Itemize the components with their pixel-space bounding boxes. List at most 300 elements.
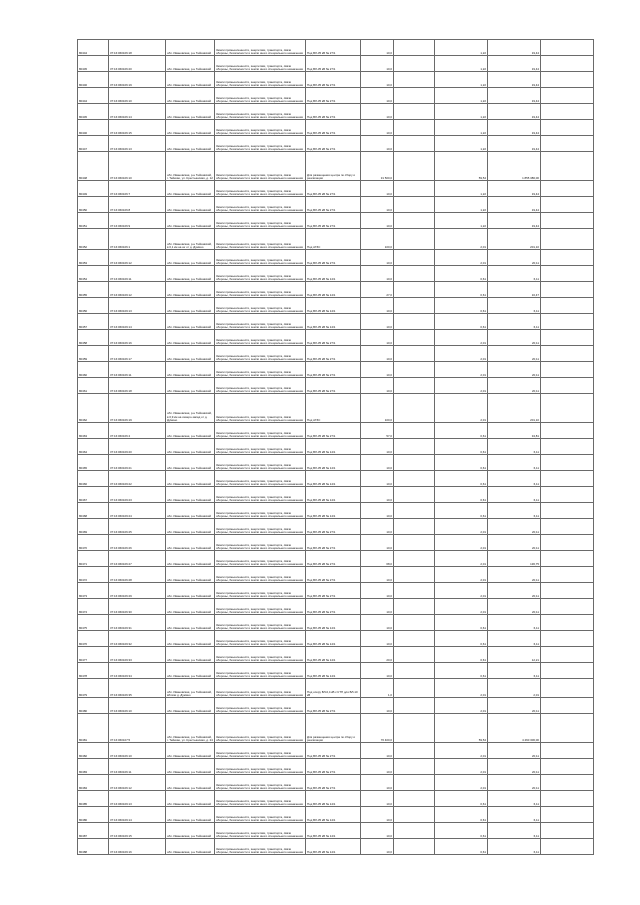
cadastral-number-cell: 37:16:060109:22 [109, 471, 166, 487]
permitted-use-cell: Под ВЛ-35 кВ № 27/1 [306, 197, 361, 213]
area-cell: 1,0 [361, 679, 394, 698]
address-cell: обл. Ивановская, р-н Тейковский [166, 282, 215, 298]
cadastral-number-cell: 37:16:060109:21 [109, 455, 166, 471]
land-category-cell: Земли промышленности, энергетики, транспорта, связи обороны, безопасности и земли иного специального назначения [215, 72, 306, 88]
empty-cell [541, 72, 594, 88]
table-row [78, 567, 594, 583]
empty-cell [394, 120, 435, 136]
row-id-cell: 80466 [78, 471, 109, 487]
land-category-cell: Земли промышленности, энергетики, транспорта, связи обороны, безопасности и земли иного специального назначения [215, 583, 306, 599]
permitted-use-cell: Под опору ВЛ-0,4 кВ с КТП для ВЛ-10 кВ [306, 679, 361, 698]
cadastral-number-cell: 37:16:060109:11 [109, 266, 166, 282]
row-id-cell: 80465 [78, 455, 109, 471]
row-id-cell: 80477 [78, 647, 109, 663]
empty-cell [394, 839, 435, 855]
row-id-cell: 80485 [78, 791, 109, 807]
empty-cell [394, 567, 435, 583]
cadastral-value-cell: 20,11 [488, 378, 541, 394]
land-category-cell: Земли промышленности, энергетики, транспорта, связи обороны, безопасности и земли иного специального назначения [215, 104, 306, 120]
address-cell: обл. Ивановская, р-н Тейковский [166, 330, 215, 346]
row-id-cell: 80457 [78, 314, 109, 330]
permitted-use-cell: Под ВЛ-35 кВ № 27/1 [306, 423, 361, 439]
land-category-cell: Земли промышленности, энергетики, транспорта, связи обороны, безопасности и земли иного специального назначения [215, 631, 306, 647]
empty-cell [541, 471, 594, 487]
rate-cell: 1,22 [435, 72, 488, 88]
table-row [78, 775, 594, 791]
row-id-cell: 80462 [78, 394, 109, 423]
cadastral-value-cell: 19,44 [488, 120, 541, 136]
permitted-use-cell: Под ВЛ-35 кВ № 27/1 [306, 599, 361, 615]
row-id-cell: 80482 [78, 743, 109, 759]
rate-cell: 2,01 [435, 362, 488, 378]
table-row [78, 330, 594, 346]
cadastral-number-cell: 37:16:060106:11 [109, 362, 166, 378]
empty-cell [394, 503, 435, 519]
row-id-cell: 80468 [78, 503, 109, 519]
table-row [78, 282, 594, 298]
address-cell: обл. Ивановская, р-н Тейковский [166, 471, 215, 487]
land-category-cell: Земли промышленности, энергетики, транспорта, связи обороны, безопасности и земли иного специального назначения [215, 823, 306, 839]
cadastral-number-cell: 37:16:060106:14 [109, 104, 166, 120]
land-category-cell: Земли промышленности, энергетики, транспорта, связи обороны, безопасности и земли иного специального назначения [215, 647, 306, 663]
row-id-cell: 80488 [78, 839, 109, 855]
row-id-cell: 80446 [78, 72, 109, 88]
empty-cell [394, 791, 435, 807]
table-row [78, 791, 594, 807]
cadastral-value-cell: 16,47 [488, 282, 541, 298]
area-cell: 10,0 [361, 213, 394, 229]
table-row [78, 88, 594, 104]
empty-cell [541, 759, 594, 775]
land-category-cell: Земли промышленности, энергетики, транспорта, связи обороны, безопасности и земли иного специального назначения [215, 698, 306, 714]
rate-cell: 0,61 [435, 439, 488, 455]
cadastral-value-cell: 20,11 [488, 330, 541, 346]
address-cell: обл. Ивановская, р-н Тейковский [166, 807, 215, 823]
rate-cell: 2,01 [435, 394, 488, 423]
land-category-cell: Земли промышленности, энергетики, транспорта, связи обороны, безопасности и земли иного специального назначения [215, 455, 306, 471]
area-cell: 10,0 [361, 40, 394, 56]
table-row [78, 213, 594, 229]
rate-cell: 2,01 [435, 599, 488, 615]
empty-cell [541, 583, 594, 599]
rate-cell: 1,22 [435, 104, 488, 120]
rate-cell: 2,01 [435, 535, 488, 551]
cadastral-number-cell: 37:16:060109:15 [109, 823, 166, 839]
row-id-cell: 80487 [78, 823, 109, 839]
land-category-cell: Земли промышленности, энергетики, транспорта, связи обороны, безопасности и земли иного специального назначения [215, 314, 306, 330]
rate-cell: 59,54 [435, 152, 488, 181]
address-cell: обл. Ивановская, р-н Тейковский [166, 663, 215, 679]
cadastral-number-cell: 37:16:060109:33 [109, 647, 166, 663]
cadastral-value-cell: 6,11 [488, 615, 541, 631]
cadastral-number-cell: 37:16:060107:5 [109, 714, 166, 743]
rate-cell: 1,22 [435, 197, 488, 213]
empty-cell [541, 120, 594, 136]
permitted-use-cell: Под ВЛ-35 кВ № 27/1 [306, 535, 361, 551]
cadastral-number-cell: 37:16:060106:7 [109, 181, 166, 197]
land-category-cell: Земли промышленности, энергетики, транспорта, связи обороны, безопасности и земли иного специального назначения [215, 775, 306, 791]
land-category-cell: Земли промышленности, энергетики, транспорта, связи обороны, безопасности и земли иного специального назначения [215, 551, 306, 567]
address-cell: обл. Ивановская, р-н Тейковский [166, 551, 215, 567]
land-category-cell: Земли промышленности, энергетики, транспорта, связи обороны, безопасности и земли иного специального назначения [215, 714, 306, 743]
land-category-cell: Земли промышленности, энергетики, транспорта, связи обороны, безопасности и земли иного специального назначения [215, 298, 306, 314]
empty-cell [394, 152, 435, 181]
permitted-use-cell: Под ВЛ-35 кВ № 27/1 [306, 104, 361, 120]
rate-cell: 2,01 [435, 378, 488, 394]
empty-cell [541, 136, 594, 152]
area-cell: 10,0 [361, 250, 394, 266]
rate-cell: 0,61 [435, 423, 488, 439]
land-category-cell: Земли промышленности, энергетики, транспорта, связи обороны, безопасности и земли иного специального назначения [215, 362, 306, 378]
empty-cell [394, 423, 435, 439]
cadastral-number-cell: 37:16:060106:30 [109, 599, 166, 615]
empty-cell [541, 487, 594, 503]
land-category-cell: Земли промышленности, энергетики, транспорта, связи обороны, безопасности и земли иного специального назначения [215, 807, 306, 823]
cadastral-number-cell: 37:16:060106:29 [109, 583, 166, 599]
empty-cell [394, 487, 435, 503]
cadastral-value-cell: 34,81 [488, 423, 541, 439]
area-cell: 20,0 [361, 647, 394, 663]
empty-cell [394, 282, 435, 298]
rate-cell: 2,01 [435, 519, 488, 535]
empty-cell [541, 839, 594, 855]
permitted-use-cell: Под ВЛ-35 кВ № 14/1 [306, 266, 361, 282]
empty-cell [541, 314, 594, 330]
empty-cell [394, 72, 435, 88]
cadastral-value-cell: 6,11 [488, 791, 541, 807]
area-cell: 10,0 [361, 346, 394, 362]
row-id-cell: 80464 [78, 439, 109, 455]
empty-cell [541, 519, 594, 535]
table-row [78, 839, 594, 855]
row-id-cell: 80450 [78, 197, 109, 213]
area-cell: 27,0 [361, 282, 394, 298]
land-category-cell: Земли промышленности, энергетики, транспорта, связи обороны, безопасности и земли иного специального назначения [215, 346, 306, 362]
cadastral-value-cell: 6,11 [488, 471, 541, 487]
register-sheet [77, 39, 563, 892]
cadastral-number-cell: 37:16:060106:8 [109, 197, 166, 213]
empty-cell [394, 615, 435, 631]
land-category-cell: Земли промышленности, энергетики, транспорта, связи обороны, безопасности и земли иного специального назначения [215, 266, 306, 282]
cadastral-number-cell: 37:16:060109:12 [109, 282, 166, 298]
rate-cell: 1,22 [435, 40, 488, 56]
empty-cell [394, 136, 435, 152]
empty-cell [541, 631, 594, 647]
table-row [78, 250, 594, 266]
address-cell: обл. Ивановская, р-н Тейковский [166, 378, 215, 394]
permitted-use-cell: Под ВЛ-35 кВ № 27/1 [306, 378, 361, 394]
table-row [78, 40, 594, 56]
empty-cell [541, 181, 594, 197]
area-cell: 10,0 [361, 72, 394, 88]
address-cell: обл. Ивановская, р-н Тейковский [166, 136, 215, 152]
address-cell: обл. Ивановская, р-н Тейковский [166, 266, 215, 282]
land-category-cell: Земли промышленности, энергетики, транспорта, связи обороны, безопасности и земли иного специального назначения [215, 663, 306, 679]
area-cell: 100,0 [361, 229, 394, 250]
address-cell: обл. Ивановская, р-н Тейковский [166, 250, 215, 266]
empty-cell [394, 197, 435, 213]
empty-cell [394, 759, 435, 775]
row-id-cell: 80453 [78, 250, 109, 266]
empty-cell [394, 378, 435, 394]
empty-cell [394, 394, 435, 423]
table-row [78, 615, 594, 631]
row-id-cell: 80475 [78, 615, 109, 631]
empty-cell [394, 698, 435, 714]
cadastral-number-cell: 37:16:060106:18 [109, 378, 166, 394]
address-cell: обл. Ивановская, р-н Тейковский [166, 791, 215, 807]
empty-cell [394, 330, 435, 346]
area-cell: 10,0 [361, 823, 394, 839]
area-cell: 10,0 [361, 487, 394, 503]
address-cell: обл. Ивановская, р-н Тейковский, в 0,1 км на юг от д. Думино [166, 229, 215, 250]
permitted-use-cell: Под ВЛ-35 кВ № 27/1 [306, 72, 361, 88]
area-cell: 31 500,0 [361, 152, 394, 181]
cadastral-number-cell: 37:16:060106:10 [109, 743, 166, 759]
empty-cell [541, 362, 594, 378]
permitted-use-cell: Под ВЛ-35 кВ № 27/1 [306, 330, 361, 346]
empty-cell [541, 213, 594, 229]
table-row [78, 394, 594, 423]
permitted-use-cell: Под ВЛ-35 кВ № 27/1 [306, 551, 361, 567]
cadastral-number-cell: 37:16:060109:16 [109, 839, 166, 855]
address-cell: обл. Ивановская, р-н Тейковский [166, 298, 215, 314]
area-cell: 76 400,0 [361, 714, 394, 743]
area-cell: 10,0 [361, 503, 394, 519]
cadastral-value-cell: 136,75 [488, 551, 541, 567]
empty-cell [541, 250, 594, 266]
cadastral-value-cell: 20,11 [488, 535, 541, 551]
permitted-use-cell: Под ВЛ-35 кВ № 14/1 [306, 615, 361, 631]
rate-cell: 2,01 [435, 775, 488, 791]
land-category-cell: Земли промышленности, энергетики, транспорта, связи обороны, безопасности и земли иного специального назначения [215, 56, 306, 72]
cadastral-value-cell: 19,44 [488, 136, 541, 152]
land-category-cell: Земли промышленности, энергетики, транспорта, связи обороны, безопасности и земли иного специального назначения [215, 250, 306, 266]
area-cell: 10,0 [361, 663, 394, 679]
empty-cell [541, 823, 594, 839]
table-row [78, 487, 594, 503]
cadastral-value-cell: 6,11 [488, 807, 541, 823]
row-id-cell: 80476 [78, 631, 109, 647]
area-cell: 10,0 [361, 330, 394, 346]
empty-cell [394, 583, 435, 599]
land-category-cell: Земли промышленности, энергетики, транспорта, связи обороны, безопasности и земли иного специального назначения [215, 282, 306, 298]
cadastral-value-cell: 20,11 [488, 250, 541, 266]
land-category-cell: Земли промышленности, энергетики, транспорта, связи обороны, безопасности и земли иного специального назначения [215, 471, 306, 487]
row-id-cell: 80444 [78, 88, 109, 104]
address-cell: обл. Ивановская, р-н Тейковский [166, 823, 215, 839]
empty-cell [394, 314, 435, 330]
table-row [78, 72, 594, 88]
row-id-cell: 80469 [78, 519, 109, 535]
empty-cell [394, 471, 435, 487]
cadastral-value-cell: 19,44 [488, 88, 541, 104]
row-id-cell: 80449 [78, 181, 109, 197]
cadastral-value-cell: 20,11 [488, 362, 541, 378]
empty-cell [394, 519, 435, 535]
rate-cell: 1,22 [435, 181, 488, 197]
row-id-cell: 80473 [78, 583, 109, 599]
area-cell: 10,0 [361, 120, 394, 136]
land-category-cell: Земли промышленности, энергетики, транспорта, связи обороны, безопасности и земли иного специального назначения [215, 152, 306, 181]
area-cell: 10,0 [361, 807, 394, 823]
table-row [78, 679, 594, 698]
land-category-cell: Земли промышленности, энергетики, транспорта, связи обороны, безопасности и земли иного специального назначения [215, 679, 306, 698]
empty-cell [394, 599, 435, 615]
permitted-use-cell: Под ВЛ-35 кВ № 27/1 [306, 40, 361, 56]
empty-cell [541, 266, 594, 282]
row-id-cell: 80455 [78, 282, 109, 298]
cadastral-number-cell: 37:16:060106:17 [109, 346, 166, 362]
table-row [78, 266, 594, 282]
table-row [78, 714, 594, 743]
rate-cell: 0,61 [435, 487, 488, 503]
permitted-use-cell: Под ВЛ-35 кВ № 14/1 [306, 314, 361, 330]
area-cell: 10,0 [361, 775, 394, 791]
permitted-use-cell: Под ВЛ-35 кВ № 27/1 [306, 519, 361, 535]
area-cell: 10,0 [361, 567, 394, 583]
row-id-cell: 80461 [78, 378, 109, 394]
address-cell: обл. Ивановская, р-н Тейковский [166, 88, 215, 104]
empty-cell [541, 229, 594, 250]
permitted-use-cell: Под ВЛ-35 кВ № 27/1 [306, 56, 361, 72]
row-id-cell: 80467 [78, 487, 109, 503]
empty-cell [541, 56, 594, 72]
row-id-cell: 80463 [78, 423, 109, 439]
table-body [78, 40, 594, 855]
cadastral-value-cell: 1 855 386,00 [488, 152, 541, 181]
row-id-cell: 80471 [78, 551, 109, 567]
land-category-cell: Земли промышленности, энергетики, транспорта, связи обороны, безопасности и земли иного специального назначения [215, 229, 306, 250]
rate-cell: 0,61 [435, 631, 488, 647]
row-id-cell: 80447 [78, 136, 109, 152]
rate-cell: 1,22 [435, 136, 488, 152]
empty-cell [394, 104, 435, 120]
empty-cell [541, 104, 594, 120]
cadastral-value-cell: 20,11 [488, 583, 541, 599]
permitted-use-cell: Под АГЗС [306, 229, 361, 250]
empty-cell [394, 743, 435, 759]
table-row [78, 823, 594, 839]
address-cell: обл. Ивановская, р-н Тейковский [166, 120, 215, 136]
permitted-use-cell: Под ВЛ-35 кВ № 27/1 [306, 213, 361, 229]
land-category-cell: Земли промышленности, энергетики, транспорта, связи обороны, безопасности и земли иного специального назначения [215, 759, 306, 775]
table-row [78, 298, 594, 314]
empty-cell [541, 807, 594, 823]
cadastral-value-cell: 6,11 [488, 503, 541, 519]
empty-cell [394, 439, 435, 455]
address-cell: обл. Ивановская, р-н Тейковский [166, 455, 215, 471]
cadastral-value-cell: 20,11 [488, 698, 541, 714]
cadastral-value-cell: 6,11 [488, 823, 541, 839]
cadastral-value-cell: 20,11 [488, 346, 541, 362]
address-cell: обл. Ивановская, р-н Тейковский [166, 759, 215, 775]
cadastral-value-cell: 19,44 [488, 56, 541, 72]
permitted-use-cell: Под ВЛ-35 кВ № 14/1 [306, 298, 361, 314]
cadastral-value-cell: 6,11 [488, 314, 541, 330]
empty-cell [541, 535, 594, 551]
table-row [78, 807, 594, 823]
cadastral-number-cell: 37:16:060106:19 [109, 72, 166, 88]
land-category-cell: Земли промышленности, энергетики, транспорта, связи обороны, безопасности и земли иного специального назначения [215, 743, 306, 759]
row-id-cell: 80459 [78, 346, 109, 362]
rate-cell: 2,01 [435, 229, 488, 250]
area-cell: 10,0 [361, 599, 394, 615]
permitted-use-cell: Под ВЛ-35 кВ № 14/1 [306, 807, 361, 823]
permitted-use-cell: Под ВЛ-35 кВ № 27/1 [306, 567, 361, 583]
table-row [78, 535, 594, 551]
land-category-cell: Земли промышленности, энергетики, транспорта, связи обороны, безопасности и земли иного специального назначения [215, 394, 306, 423]
empty-cell [541, 679, 594, 698]
empty-cell [541, 152, 594, 181]
rate-cell: 2,01 [435, 759, 488, 775]
empty-cell [541, 647, 594, 663]
cadastral-value-cell: 20,11 [488, 743, 541, 759]
area-cell: 10,0 [361, 743, 394, 759]
address-cell: обл. Ивановская, р-н Тейковский [166, 314, 215, 330]
row-id-cell: 80483 [78, 759, 109, 775]
cadastral-number-cell: 37:16:060106:12 [109, 775, 166, 791]
address-cell: обл. Ивановская, р-н Тейковский [166, 197, 215, 213]
empty-cell [394, 535, 435, 551]
row-id-cell: 80444 [78, 40, 109, 56]
empty-cell [394, 40, 435, 56]
empty-cell [394, 647, 435, 663]
rate-cell: 0,61 [435, 471, 488, 487]
cadastral-number-cell: 37:16:060106:10 [109, 88, 166, 104]
row-id-cell: 80446 [78, 120, 109, 136]
cadastral-number-cell: 37:16:060109:14 [109, 314, 166, 330]
cadastral-value-cell: 6,11 [488, 266, 541, 282]
table-row [78, 759, 594, 775]
rate-cell: 1,22 [435, 213, 488, 229]
address-cell: обл. Ивановская, р-н Тейковский [166, 535, 215, 551]
area-cell: 10,0 [361, 631, 394, 647]
address-cell: обл. Ивановская, р-н Тейковский [166, 213, 215, 229]
cadastral-number-cell: 37:16:060109:20 [109, 439, 166, 455]
empty-cell [541, 88, 594, 104]
cadastral-number-cell: 37:16:060106:10 [109, 698, 166, 714]
cadastral-number-cell: 37:16:060109:32 [109, 631, 166, 647]
table-row [78, 663, 594, 679]
permitted-use-cell: Под ВЛ-35 кВ № 27/1 [306, 583, 361, 599]
area-cell: 10,0 [361, 698, 394, 714]
cadastral-number-cell: 37:16:060109:13 [109, 298, 166, 314]
permitted-use-cell: Под ВЛ-35 кВ № 14/1 [306, 487, 361, 503]
permitted-use-cell: Под ВЛ-35 кВ № 27/1 [306, 759, 361, 775]
empty-cell [394, 631, 435, 647]
permitted-use-cell: Под ВЛ-35 кВ № 27/1 [306, 120, 361, 136]
rate-cell: 1,22 [435, 56, 488, 72]
permitted-use-cell: Для размещения центра по сбору и реализации [306, 152, 361, 181]
empty-cell [394, 213, 435, 229]
permitted-use-cell: Под ВЛ-35 кВ № 27/1 [306, 775, 361, 791]
rate-cell: 0,61 [435, 807, 488, 823]
area-cell: 10,0 [361, 519, 394, 535]
cadastral-number-cell: 37:16:060106:16 [109, 330, 166, 346]
empty-cell [541, 599, 594, 615]
rate-cell: 2,01 [435, 346, 488, 362]
empty-cell [394, 88, 435, 104]
empty-cell [394, 663, 435, 679]
address-cell: обл. Ивановская, р-н Тейковский [166, 104, 215, 120]
table-row [78, 120, 594, 136]
land-category-cell: Земли промышленности, энергетики, транспорта, связи обороны, безопасности и земли иного специального назначения [215, 423, 306, 439]
cadastral-number-cell: 37:16:060106:19 [109, 394, 166, 423]
address-cell: обл. Ивановская, р-н Тейковский [166, 40, 215, 56]
row-id-cell: 80470 [78, 535, 109, 551]
rate-cell: 2,01 [435, 698, 488, 714]
